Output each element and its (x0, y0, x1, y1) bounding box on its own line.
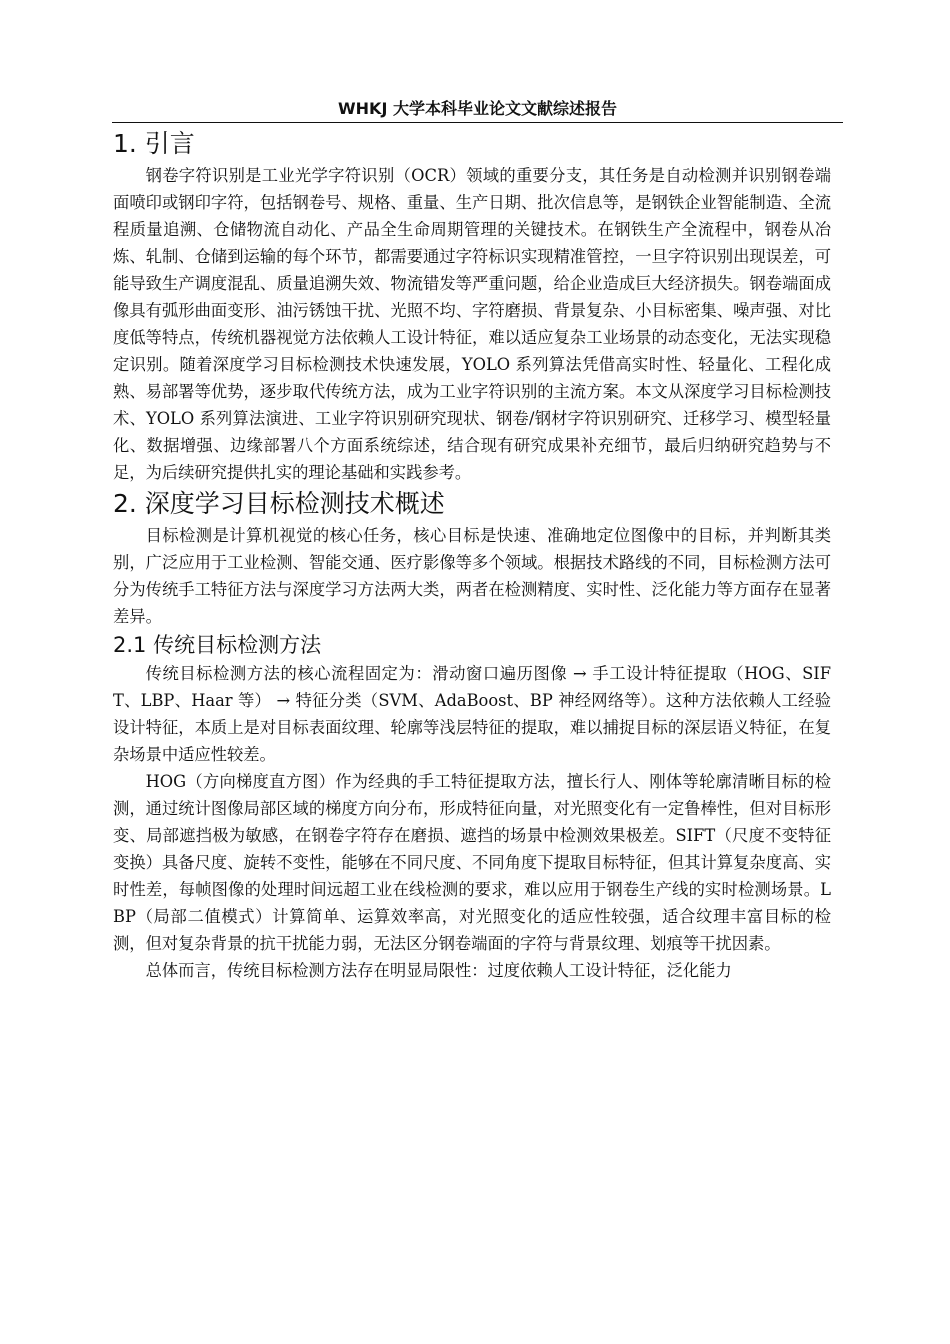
paragraph: 钢卷字符识别是工业光学字符识别（OCR）领域的重要分支，其任务是自动检测并识别钢卷端面喷印或钢印字符，包括钢卷号、规格、重量、生产日期、批次信息等，是钢铁企业智能制造、全流程质量追溯、仓储物流自动化、产品全生命周期管理的关键技术。在钢铁生产全流程中，钢卷从冶炼、轧制、仓储到运输的每个环节，都需要通过字符标识实现精准管控，一旦字符识别出现误差，可能导致生产调度混乱、质量追溯失效、物流错发等严重问题，给企业造成巨大经济损失。钢卷端面成像具有弧形曲面变形、油污锈蚀干扰、光照不均、字符磨损、背景复杂、小目标密集、噪声强、对比度低等特点，传统机器视觉方法依赖人工设计特征，难以适应复杂工业场景的动态变化，无法实现稳定识别。随着深度学习目标检测技术快速发展，YOLO 系列算法凭借高实时性、轻量化、工程化成熟、易部署等优势，逐步取代传统方法，成为工业字符识别的主流方案。本文从深度学习目标检测技术、YOLO 系列算法演进、工业字符识别研究现状、钢卷/钢材字符识别研究、迁移学习、模型轻量化、数据增强、边缘部署八个方面系统综述，结合现有研究成果补充细节，最后归纳研究趋势与不足，为后续研究提供扎实的理论基础和实践参考。 (113, 166, 831, 482)
paragraph: HOG（方向梯度直方图）作为经典的手工特征提取方法，擅长行人、刚体等轮廓清晰目标的检测，通过统计图像局部区域的梯度方向分布，形成特征向量，对光照变化有一定鲁棒性，但对目标形变、局部遮挡极为敏感，在钢卷字符存在磨损、遮挡的场景中检测效果极差。SIFT（尺度不变特征变换）具备尺度、旋转不变性，能够在不同尺度、不同角度下提取目标特征，但其计算复杂度高、实时性差，每帧图像的处理时间远超工业在线检测的要求，难以应用于钢卷生产线的实时检测场景。LBP（局部二值模式）计算简单、运算效率高，对光照变化的适应性较强，适合纹理丰富目标的检测，但对复杂背景的抗干扰能力弱，无法区分钢卷端面的字符与背景纹理、划痕等干扰因素。 (113, 772, 831, 953)
section-heading-object-detection: 2. 深度学习目标检测技术概述 (113, 489, 445, 518)
paragraph: 目标检测是计算机视觉的核心任务，核心目标是快速、准确地定位图像中的目标，并判断其类别，广泛应用于工业检测、智能交通、医疗影像等多个领域。根据技术路线的不同，目标检测方法可分为传统手工特征方法与深度学习方法两大类，两者在检测精度、实时性、泛化能力等方面存在显著差异。 (113, 526, 831, 626)
document-body (113, 126, 831, 984)
subsection-heading-traditional-methods: 2.1 传统目标检测方法 (113, 633, 322, 657)
section-heading-introduction: 1. 引言 (113, 129, 195, 158)
paragraph: 总体而言，传统目标检测方法存在明显局限性：过度依赖人工设计特征，泛化能力 (145, 961, 732, 980)
page-header: WHKJ 大学本科毕业论文文献综述报告 (338, 99, 617, 118)
header-divider (112, 122, 843, 123)
paragraph: 传统目标检测方法的核心流程固定为：滑动窗口遍历图像 → 手工设计特征提取（HOG、SIFT、LBP、Haar 等） → 特征分类（SVM、AdaBoost、BP 神经网络等）。这种方法依赖人工经验设计特征，本质上是对目标表面纹理、轮廓等浅层特征的提取，难以捕捉目标的深层语义特征，在复杂场景中适应性较差。 (113, 664, 831, 764)
